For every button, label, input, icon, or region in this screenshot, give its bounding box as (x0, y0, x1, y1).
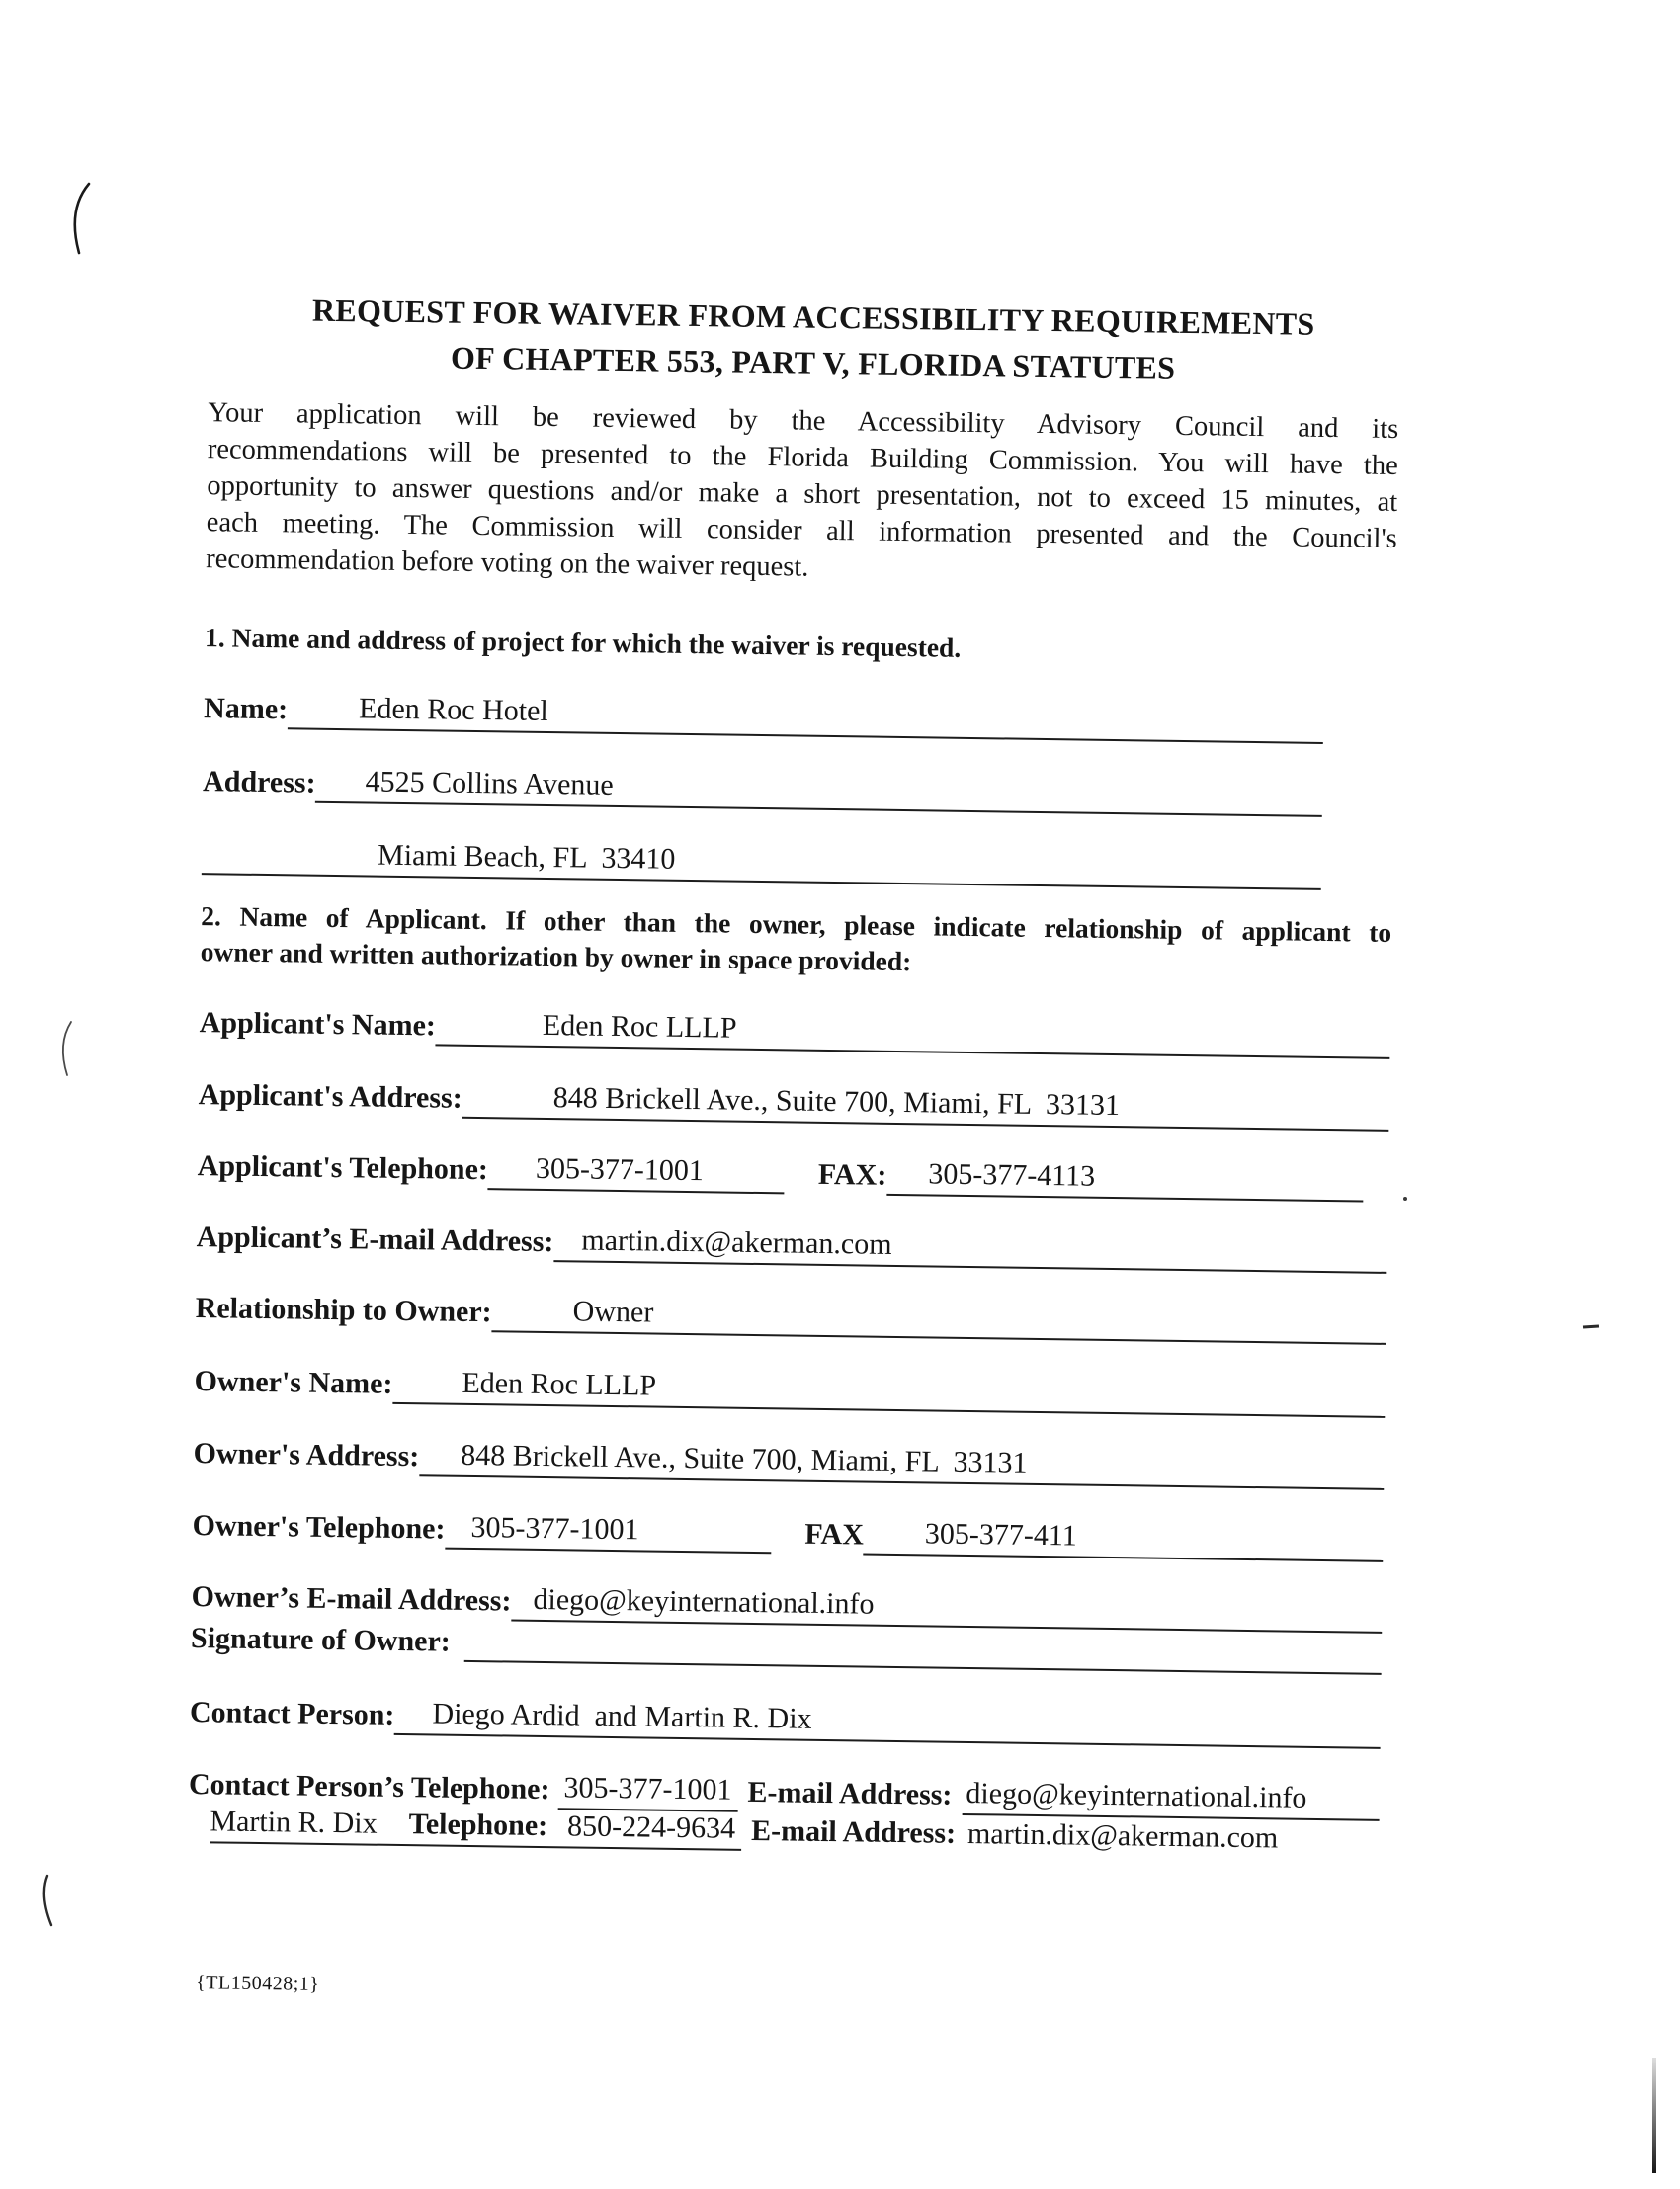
field-label: Contact Person’s Telephone: (188, 1768, 550, 1807)
field-row-owner-name (194, 1356, 1386, 1418)
telephone-label: Telephone: (408, 1808, 548, 1843)
scan-artifact-dot (1403, 1197, 1407, 1201)
field-value: 850-224-9634 (566, 1810, 736, 1845)
field-row-contact-person (190, 1687, 1382, 1749)
field-value: Eden Roc LLLP (462, 1366, 657, 1402)
field-row-applicant-address (198, 1069, 1389, 1132)
footer-document-id: {TL150428;1} (196, 1972, 320, 1995)
field-underline (288, 691, 1323, 744)
scan-artifact-paren-mid-left (51, 1020, 81, 1079)
email-label: E-mail Address: (750, 1813, 957, 1850)
section2-heading-line1: 2. Name of Applicant. If other than the owner, please indicate relationship of applicant to (201, 900, 1392, 948)
field-underline (491, 1294, 1386, 1345)
field-value: Eden Roc Hotel (358, 692, 548, 727)
field-underline (488, 1151, 786, 1194)
field-underline (553, 1223, 1387, 1274)
intro-line: opportunity to answer questions and/or make a short presentation, not to exceed 15 minutes, at (207, 470, 1398, 518)
field-underline (445, 1511, 772, 1555)
field-value: 305-377-4113 (928, 1157, 1096, 1193)
field-row-applicant-name (199, 997, 1390, 1059)
intro-paragraph (206, 394, 1398, 594)
scan-artifact-dash (1583, 1324, 1599, 1328)
field-value: 848 Brickell Ave., Suite 700, Miami, FL 33131 (552, 1081, 1121, 1123)
field-label: Owner's Telephone: (192, 1509, 446, 1546)
field-value: 4525 Collins Avenue (365, 765, 614, 801)
field-underline (864, 1517, 1384, 1562)
field-underline (202, 836, 1321, 890)
document-title-line2: OF CHAPTER 553, PART V, FLORIDA STATUTES (450, 339, 1176, 385)
field-label: Applicant's Telephone: (197, 1149, 489, 1187)
intro-line: Your application will be reviewed by the Accessibility Advisory Council and its (208, 397, 1399, 445)
field-underline (419, 1438, 1385, 1490)
field-label: Owner's Name: (194, 1365, 393, 1400)
field-label: Applicant's Address: (198, 1078, 462, 1115)
field-label: Name: (203, 692, 289, 726)
field-value: martin.dix@akerman.com (966, 1817, 1279, 1855)
field-underline (315, 765, 1322, 817)
intro-line: recommendations will be presented to the Florida Building Commission. You will have the (207, 434, 1398, 481)
field-value: 305-377-1001 (535, 1151, 705, 1188)
field-underline (436, 1007, 1390, 1058)
fax-label: FAX: (817, 1157, 887, 1192)
field-value: 305-377-411 (924, 1517, 1077, 1553)
field-row-project-address (203, 756, 1323, 817)
section2-heading (200, 898, 1391, 986)
scan-artifact-paren-bottom-left (32, 1874, 61, 1929)
field-row-project-address2 (202, 829, 1322, 890)
field-row-owner-address (193, 1428, 1385, 1490)
field-value: Eden Roc LLLP (542, 1008, 737, 1045)
document-title-line1: REQUEST FOR WAIVER FROM ACCESSIBILITY REQUIREMENTS (311, 292, 1315, 342)
intro-line: recommendation before voting on the waiver request. (206, 544, 809, 583)
field-value: 848 Brickell Ave., Suite 700, Miami, FL 33131 (461, 1438, 1028, 1479)
contact2-name: Martin R. Dix (210, 1805, 378, 1840)
field-label: Applicant's Name: (199, 1006, 437, 1043)
fax-label: FAX (804, 1517, 865, 1552)
intro-line: each meeting. The Commission will consider all information presented and the Council's (206, 507, 1397, 554)
field-label: Address: (202, 765, 316, 800)
document-title (226, 286, 1400, 393)
field-value: 305-377-1001 (563, 1771, 732, 1807)
field-underline (392, 1366, 1386, 1418)
field-value: 305-377-1001 (470, 1510, 639, 1547)
field-label: Contact Person: (189, 1696, 395, 1731)
field-row-relationship (195, 1283, 1386, 1345)
field-underline (210, 1805, 741, 1851)
field-row-applicant-telephone (197, 1140, 1388, 1203)
field-underline (886, 1157, 1364, 1203)
field-row-owner-telephone (192, 1500, 1384, 1562)
field-row-project-name (204, 683, 1324, 744)
field-label: Signature of Owner: (190, 1622, 452, 1658)
document-body (183, 0, 1404, 2189)
field-row-applicant-email (196, 1212, 1387, 1274)
scan-artifact-vertical-line (1652, 2058, 1656, 2173)
field-value: martin.dix@akerman.com (581, 1223, 892, 1261)
scan-artifact-paren-top-left (59, 180, 99, 259)
field-value: Owner (572, 1295, 654, 1329)
section1-heading: 1. Name and address of project for which the waiver is requested. (204, 622, 962, 663)
field-value: diego@keyinternational.info (533, 1582, 875, 1621)
signature-underline (463, 1657, 1381, 1675)
field-underline (462, 1080, 1388, 1132)
field-label: Relationship to Owner: (195, 1292, 492, 1329)
field-value: Diego Ardid and Martin R. Dix (432, 1697, 812, 1735)
field-label: Applicant’s E-mail Address: (196, 1221, 554, 1259)
section2-heading-line2: owner and written authorization by owner in space provided: (200, 936, 912, 977)
field-value: Miami Beach, FL 33410 (377, 838, 676, 876)
field-label: Owner's Address: (193, 1437, 420, 1473)
field-label: Owner’s E-mail Address: (191, 1580, 512, 1618)
email-label: E-mail Address: (747, 1775, 953, 1811)
field-value: diego@keyinternational.info (966, 1776, 1307, 1814)
field-underline (394, 1697, 1381, 1749)
